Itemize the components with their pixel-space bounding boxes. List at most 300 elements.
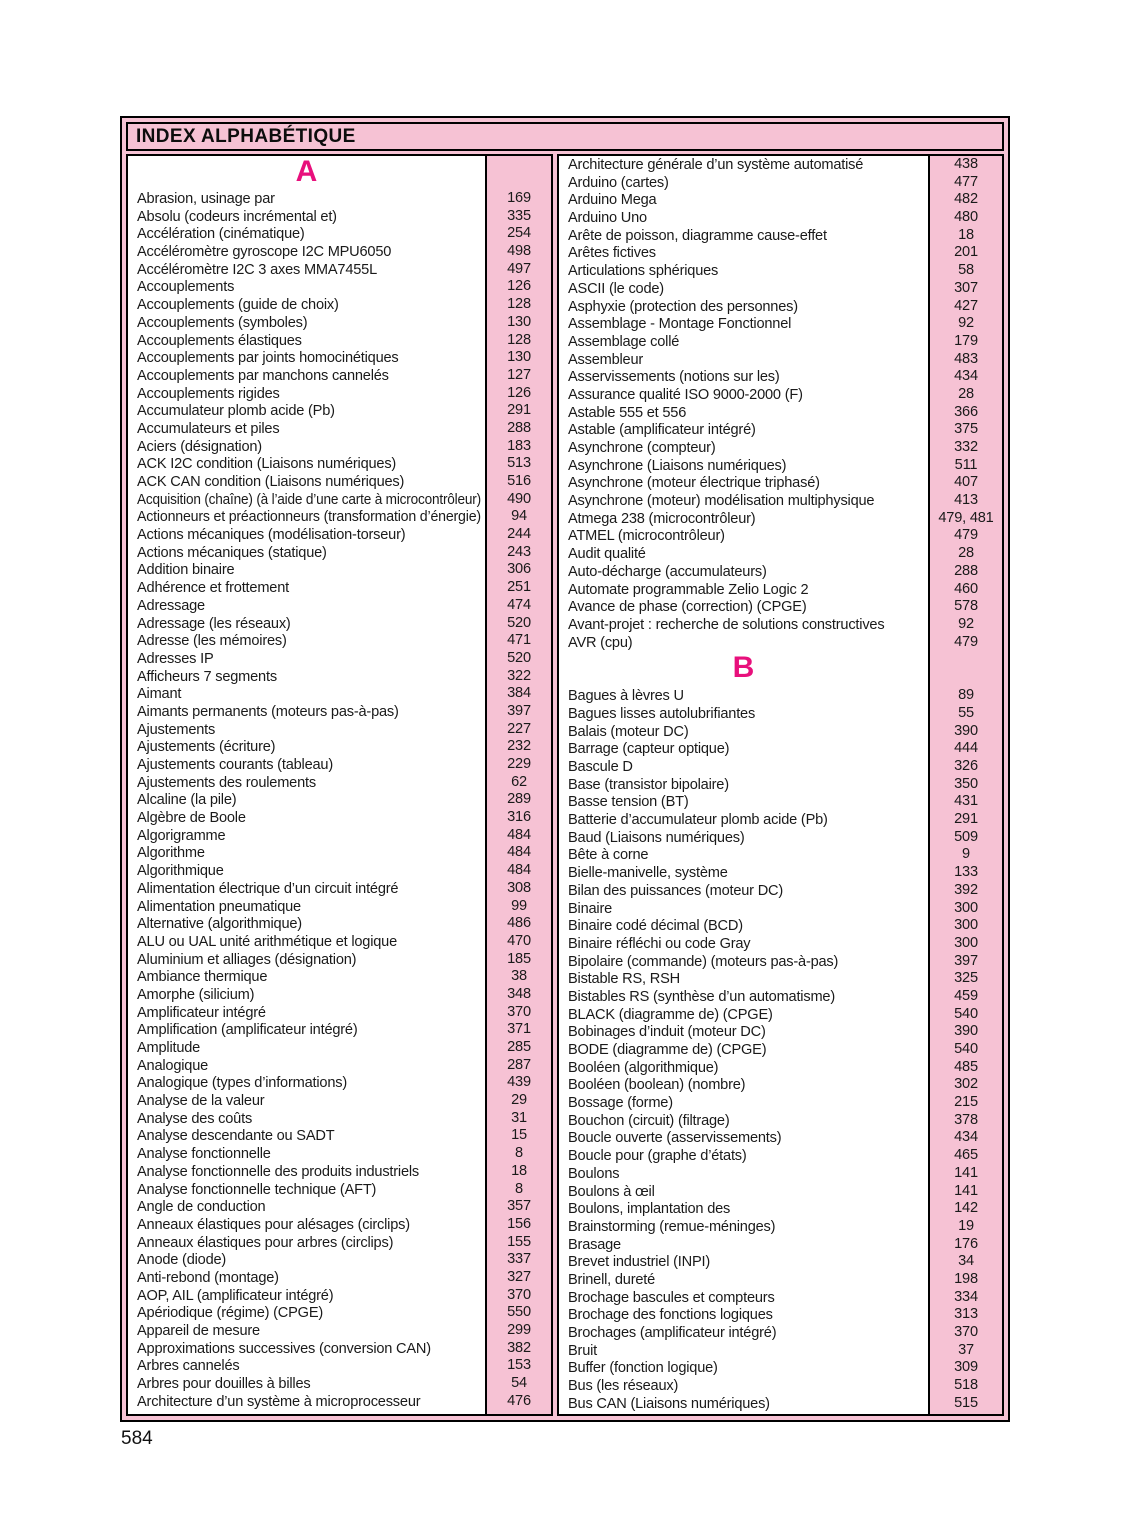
index-entry: [559, 563, 928, 581]
index-entry: [559, 917, 928, 935]
index-entry: [128, 738, 485, 756]
index-entry-page: 232: [507, 738, 531, 755]
index-entry: [559, 740, 928, 758]
index-entry-page: 371: [507, 1021, 531, 1038]
index-entry-label: Amplificateur intégré: [137, 1004, 266, 1021]
index-entry-page: 133: [954, 864, 978, 881]
index-entry: [559, 1076, 928, 1094]
index-entry: [559, 510, 928, 528]
index-entry: [128, 526, 485, 544]
index-entry: [128, 1287, 485, 1305]
index-entry-label: ASCII (le code): [568, 280, 664, 297]
index-entry-page: 89: [958, 687, 974, 704]
index-entry-label: Angle de conduction: [137, 1199, 266, 1216]
index-entry-page: 99: [511, 897, 527, 914]
index-entry: [559, 1059, 928, 1077]
index-entry: [128, 1322, 485, 1340]
index-entry: [128, 1127, 485, 1145]
index-entry-label: Boulons à œil: [568, 1183, 655, 1200]
index-entry: [128, 1181, 485, 1199]
index-entry-page: 289: [507, 791, 531, 808]
index-entry-label: Automate programmable Zelio Logic 2: [568, 581, 809, 598]
index-entry-label: Arduino Mega: [568, 192, 657, 209]
index-entry-label: Bipolaire (commande) (moteurs pas-à-pas): [568, 953, 839, 970]
index-entry-label: Accouplements rigides: [137, 385, 280, 402]
index-entry-label: Approximations successives (conversion CAN): [137, 1340, 431, 1357]
index-entry: [559, 846, 928, 864]
index-entry: [559, 227, 928, 245]
index-entry-page: 413: [954, 492, 978, 509]
index-entry-page: 357: [507, 1198, 531, 1215]
index-entry-label: Boulons: [568, 1165, 620, 1182]
index-entry-label: Atmega 238 (microcontrôleur): [568, 510, 756, 527]
index-entry-page: 439: [507, 1074, 531, 1091]
index-entry-page: 337: [507, 1251, 531, 1268]
index-entry: [559, 953, 928, 971]
index-entry-label: Asynchrone (compteur): [568, 440, 716, 456]
index-entry-label: Analogique (types d’informations): [137, 1075, 347, 1092]
index-entry-page: 29: [511, 1092, 527, 1109]
index-entry: [559, 882, 928, 900]
index-entry-page: 198: [954, 1270, 978, 1287]
index-entry-label: Accélération (cinématique): [137, 226, 305, 243]
index-entry-label: Accumulateur plomb acide (Pb): [137, 403, 335, 420]
index-entry-label: Arbres cannelés: [137, 1358, 240, 1375]
index-entry-page: 334: [954, 1288, 978, 1305]
index-entry: [559, 1183, 928, 1201]
index-entry: [128, 1216, 485, 1234]
index-entry: [559, 1253, 928, 1271]
index-entry: [559, 900, 928, 918]
index-text-column-right: [557, 154, 930, 1416]
index-entry-label: Acquisition (chaîne) (à l’aide d’une carte à microcontrôleur): [137, 491, 481, 508]
index-entry-label: Arbres pour douilles à billes: [137, 1376, 311, 1393]
index-entry: [128, 632, 485, 650]
index-entry-page: 515: [954, 1394, 978, 1411]
index-entry-page: 520: [507, 649, 531, 666]
index-entry-page: 299: [507, 1322, 531, 1338]
index-entry-label: Arête de poisson, diagramme cause-effet: [568, 227, 827, 244]
index-entry: [559, 1289, 928, 1307]
index-entry-page: 18: [511, 1162, 527, 1179]
index-entry-label: Aluminium et alliages (désignation): [137, 951, 357, 968]
index-entry-label: Asservissements (notions sur les): [568, 369, 780, 386]
index-entry: [559, 811, 928, 829]
index-entry: [559, 1236, 928, 1254]
index-entry-label: Auto-décharge (accumulateurs): [568, 563, 767, 580]
index-entry-label: Bus CAN (Liaisons numériques): [568, 1395, 770, 1412]
index-entry: [128, 933, 485, 951]
index-entry: [559, 333, 928, 351]
index-entry-page: 348: [507, 985, 531, 1002]
index-entry-page: 55: [958, 704, 974, 721]
index-entry-page: 227: [507, 720, 531, 737]
index-entry-page: 308: [507, 879, 531, 896]
index-entry-page: 484: [507, 844, 531, 861]
index-entry-label: Bilan des puissances (moteur DC): [568, 882, 784, 899]
index-entry-label: Amplitude: [137, 1040, 201, 1056]
index-entry-label: Brinell, dureté: [568, 1271, 656, 1288]
index-entry: [128, 561, 485, 579]
index-entry-page: 471: [507, 632, 531, 649]
index-entry-page: 397: [954, 952, 978, 969]
index-entry: [559, 545, 928, 563]
index-entry: [559, 1200, 928, 1218]
index-entry-page: 128: [507, 331, 531, 348]
index-entry-page: 291: [954, 811, 978, 828]
index-entry-label: Asynchrone (moteur électrique triphasé): [568, 475, 820, 492]
index-entry-label: Arêtes fictives: [568, 245, 656, 262]
index-entry: [128, 1074, 485, 1092]
index-entry: [128, 1092, 485, 1110]
index-entry-label: Buffer (fonction logique): [568, 1360, 718, 1377]
index-entry: [128, 844, 485, 862]
index-entry-page: 37: [958, 1341, 974, 1358]
index-entry-label: Binaire: [568, 900, 613, 917]
index-entry: [128, 1375, 485, 1393]
index-entry-label: Aimant: [137, 686, 182, 703]
index-entry-page: 470: [507, 932, 531, 949]
page-number: 584: [121, 1428, 153, 1449]
index-entry-label: Base (transistor bipolaire): [568, 776, 729, 793]
index-entry-page: 156: [507, 1215, 531, 1232]
index-entry-label: Assemblage collé: [568, 333, 680, 350]
index-entry: [559, 1324, 928, 1342]
index-entry: [559, 492, 928, 510]
index-entry-label: Afficheurs 7 segments: [137, 668, 277, 685]
index-entry-label: Anti-rebond (montage): [137, 1269, 279, 1286]
index-entry: [128, 1357, 485, 1375]
index-entry-page: 8: [515, 1180, 523, 1197]
index-entry-page: 8: [515, 1145, 523, 1162]
index-entry-page: 126: [507, 384, 531, 401]
index-entry-page: 444: [954, 740, 978, 757]
index-entry-page: 254: [507, 225, 531, 242]
index-entry: [559, 439, 928, 457]
index-entry: [559, 368, 928, 386]
index-entry-page: 307: [954, 279, 978, 296]
index-entry: [128, 190, 485, 208]
index-entry-page: 300: [954, 899, 978, 916]
index-entry: [128, 261, 485, 279]
index-entry: [128, 473, 485, 491]
index-entry-label: Basse tension (BT): [568, 794, 689, 811]
index-entry-label: Analyse fonctionnelle des produits industriels: [137, 1163, 420, 1180]
index-entry: [559, 404, 928, 422]
index-entry: [128, 544, 485, 562]
index-entry: [128, 402, 485, 420]
index-entry-label: Addition binaire: [137, 562, 235, 579]
index-entry-page: 15: [511, 1127, 527, 1144]
index-entry: [128, 756, 485, 774]
index-entry-label: Ajustements courants (tableau): [137, 757, 333, 773]
index-entry-page: 540: [954, 1041, 978, 1057]
section-spacer: [487, 156, 551, 190]
index-entry-label: Accouplements par manchons cannelés: [137, 367, 389, 384]
index-entry: [559, 298, 928, 316]
index-entry-page: 58: [958, 262, 974, 279]
index-entry-page: 427: [954, 297, 978, 314]
index-entry: [559, 829, 928, 847]
index-entry-label: Apériodique (régime) (CPGE): [137, 1305, 324, 1322]
index-entry-page: 287: [507, 1056, 531, 1073]
index-entry: [559, 280, 928, 298]
index-entry-label: ALU ou UAL unité arithmétique et logique: [137, 933, 397, 950]
index-entry-page: 407: [954, 474, 978, 491]
index-entry-page: 309: [954, 1359, 978, 1376]
index-entry-label: Algorithme: [137, 845, 205, 862]
index-entry-label: Astable 555 et 556: [568, 404, 687, 421]
index-entry-label: Bagues lisses autolubrifiantes: [568, 705, 756, 722]
index-entry-page: 300: [954, 917, 978, 934]
index-entry-label: Audit qualité: [568, 546, 646, 563]
index-entry-page: 288: [954, 562, 978, 579]
index-entry: [128, 721, 485, 739]
index-entry-label: Bête à corne: [568, 847, 649, 864]
index-entry-page: 431: [954, 793, 978, 810]
index-entry-label: Adressage (les réseaux): [137, 615, 291, 632]
index-entry-page: 578: [954, 598, 978, 615]
index-entry: [559, 581, 928, 599]
index-entry-page: 291: [507, 402, 531, 419]
index-entry-label: Brevet industriel (INPI): [568, 1254, 710, 1271]
index-entry-label: Ambiance thermique: [137, 969, 268, 986]
index-entry: [128, 827, 485, 845]
index-entry-label: Alimentation électrique d’un circuit intégré: [137, 880, 399, 897]
index-entry-label: Analyse fonctionnelle: [137, 1146, 271, 1163]
index-entry-page: 384: [507, 685, 531, 702]
index-page-column-right: [928, 154, 1004, 1416]
section-letter-a: A: [295, 155, 318, 188]
index-entry-page: 518: [954, 1377, 978, 1394]
index-entry-label: Assemblage - Montage Fonctionnel: [568, 316, 792, 333]
index-entry-label: Ajustements des roulements: [137, 774, 316, 791]
index-entry: [559, 758, 928, 776]
index-entry: [559, 1006, 928, 1024]
index-entry-label: AVR (cpu): [568, 634, 633, 651]
index-entry-page: 511: [954, 456, 978, 473]
index-entry: [559, 457, 928, 475]
index-entry: [128, 1021, 485, 1039]
index-entry-page: 550: [507, 1304, 531, 1321]
index-entry: [128, 314, 485, 332]
index-entry-label: Brochages (amplificateur intégré): [568, 1325, 777, 1341]
index-entry-label: Bossage (forme): [568, 1095, 673, 1112]
index-entry: [128, 951, 485, 969]
index-entry-page: 28: [958, 385, 974, 402]
index-entry-label: Avant-projet : recherche de solutions constructives: [568, 616, 885, 633]
index-entry-page: 128: [507, 296, 531, 313]
index-entry: [128, 438, 485, 456]
index-entry-label: Analyse des coûts: [137, 1110, 253, 1127]
index-entry-page: 465: [954, 1147, 978, 1164]
index-entry-page: 434: [954, 368, 978, 385]
index-entry-label: Baud (Liaisons numériques): [568, 829, 745, 846]
index-entry: [559, 793, 928, 811]
index-entry-label: Adresse (les mémoires): [137, 633, 287, 650]
index-entry-page: 497: [507, 260, 531, 277]
index-entry-label: Boucle pour (graphe d’états): [568, 1148, 747, 1165]
index-entry-label: Alcaline (la pile): [137, 792, 237, 809]
page-title: INDEX ALPHABÉTIQUE: [136, 125, 356, 147]
index-entry-label: Abrasion, usinage par: [137, 191, 275, 207]
index-entry-page: 127: [507, 366, 531, 383]
index-entry-label: Algèbre de Boole: [137, 810, 246, 827]
index-entry-page: 285: [507, 1039, 531, 1055]
index-entry-page: 459: [954, 987, 978, 1004]
index-entry: [128, 1269, 485, 1287]
index-entry-page: 479, 481: [938, 509, 994, 526]
index-entry-label: Ajustements: [137, 721, 216, 738]
index-entry-label: Accouplements (symboles): [137, 314, 308, 331]
index-entry-label: Arduino (cartes): [568, 174, 669, 191]
index-entry-label: Bielle-manivelle, système: [568, 865, 728, 882]
index-entry: [559, 1165, 928, 1183]
index-entry-label: Anode (diode): [137, 1252, 227, 1269]
index-entry: [128, 367, 485, 385]
index-entry: [128, 579, 485, 597]
index-entry-label: Aciers (désignation): [137, 438, 262, 455]
index-entry: [559, 474, 928, 492]
index-entry: [128, 243, 485, 261]
index-entry: [128, 349, 485, 367]
index-entry-label: Accéléromètre gyroscope I2C MPU6050: [137, 244, 392, 261]
index-entry: [128, 915, 485, 933]
index-entry-label: Bistables RS (synthèse d’un automatisme): [568, 988, 835, 1005]
index-entry-label: Accouplements (guide de choix): [137, 297, 339, 314]
index-entry-label: Accouplements: [137, 279, 235, 296]
index-entry-page: 513: [507, 455, 531, 472]
index-entry: [128, 809, 485, 827]
index-entry-label: Binaire codé décimal (BCD): [568, 918, 743, 935]
index-entry-page: 520: [507, 614, 531, 631]
index-entry-label: Assembleur: [568, 351, 644, 368]
index-entry-label: Analogique: [137, 1057, 209, 1074]
index-entry-label: Asphyxie (protection des personnes): [568, 298, 798, 315]
index-entry-page: 484: [507, 862, 531, 879]
index-entry-page: 9: [962, 846, 970, 863]
index-entry-label: Bagues à lèvres U: [568, 688, 684, 705]
index-entry-label: Brochage des fonctions logiques: [568, 1307, 773, 1324]
index-entry: [128, 703, 485, 721]
index-entry-label: ACK CAN condition (Liaisons numériques): [137, 474, 405, 490]
index-entry-page: 31: [511, 1109, 527, 1126]
index-entry-label: Accouplements par joints homocinétiques: [137, 350, 399, 367]
index-entry: [128, 685, 485, 703]
index-entry-page: 34: [958, 1253, 974, 1270]
index-entry-page: 306: [507, 561, 531, 578]
index-entry: [128, 1198, 485, 1216]
index-entry-page: 38: [511, 968, 527, 985]
index-entry-label: Asynchrone (moteur) modélisation multiphysique: [568, 493, 875, 510]
index-entry: [128, 1004, 485, 1022]
index-entry: [559, 1359, 928, 1377]
index-header: [126, 122, 1004, 151]
index-entry-label: Accéléromètre I2C 3 axes MMA7455L: [137, 261, 377, 278]
index-entry: [559, 634, 928, 652]
index-entry-page: 366: [954, 403, 978, 420]
index-entry-page: 434: [954, 1129, 978, 1146]
index-content: [126, 154, 1004, 1416]
index-entry-label: Ajustements (écriture): [137, 739, 276, 756]
index-entry: [559, 598, 928, 616]
index-entry: [559, 1342, 928, 1360]
index-entry: [559, 616, 928, 634]
index-entry-page: 370: [507, 1003, 531, 1020]
index-entry: [128, 1251, 485, 1269]
index-entry-label: Actionneurs et préactionneurs (transformation d’énergie): [137, 509, 481, 526]
index-entry-page: 179: [954, 332, 978, 349]
index-entry-page: 92: [958, 615, 974, 632]
index-entry-label: Accouplements élastiques: [137, 332, 302, 349]
index-entry-page: 490: [507, 490, 531, 507]
index-entry-label: Amorphe (silicium): [137, 986, 255, 1003]
index-entry-page: 18: [958, 226, 974, 243]
index-entry: [559, 988, 928, 1006]
index-entry-label: Boucle ouverte (asservissements): [568, 1130, 782, 1147]
index-entry: [559, 723, 928, 741]
index-entry-label: Anneaux élastiques pour alésages (circlips): [137, 1216, 410, 1233]
index-entry: [128, 1039, 485, 1057]
index-entry-label: ACK I2C condition (Liaisons numériques): [137, 456, 397, 473]
index-entry-label: Bruit: [568, 1342, 598, 1359]
index-entry: [559, 776, 928, 794]
index-entry: [559, 1129, 928, 1147]
index-entry-page: 229: [507, 756, 531, 772]
index-entry: [559, 315, 928, 333]
index-entry: [559, 351, 928, 369]
index-entry-page: 516: [507, 473, 531, 489]
index-entry-label: Anneaux élastiques pour arbres (circlips): [137, 1234, 394, 1251]
index-entry: [128, 862, 485, 880]
index-entry: [559, 705, 928, 723]
index-entry-page: 483: [954, 350, 978, 367]
index-entry-page: 316: [507, 809, 531, 826]
index-entry: [559, 386, 928, 404]
index-entry: [128, 385, 485, 403]
index-entry: [559, 864, 928, 882]
index-entry-label: Analyse descendante ou SADT: [137, 1128, 335, 1145]
index-entry-page: 155: [507, 1233, 531, 1250]
index-entry-page: 130: [507, 349, 531, 366]
index-entry-label: Architecture d’un système à microprocesseur: [137, 1393, 421, 1410]
index-entry-page: 382: [507, 1339, 531, 1356]
index-entry: [128, 225, 485, 243]
index-entry-page: 397: [507, 702, 531, 719]
index-entry-page: 540: [954, 1005, 978, 1022]
index-entry-label: Booléen (algorithmique): [568, 1059, 719, 1076]
index-entry: [128, 615, 485, 633]
index-entry: [559, 1218, 928, 1236]
index-entry-page: 498: [507, 243, 531, 260]
index-entry-page: 476: [507, 1392, 531, 1409]
index-entry-page: 370: [954, 1324, 978, 1340]
section-spacer: [930, 651, 1002, 687]
index-entry-page: 390: [954, 722, 978, 739]
index-entry-page: 486: [507, 915, 531, 932]
index-entry-page: 153: [507, 1357, 531, 1374]
index-entry-label: Adressage: [137, 597, 205, 614]
index-entry-page: 484: [507, 826, 531, 843]
index-entry-label: Avance de phase (correction) (CPGE): [568, 599, 807, 616]
index-entry-page: 54: [511, 1375, 527, 1392]
index-entry: [128, 1340, 485, 1358]
index-entry-page: 185: [507, 950, 531, 967]
index-entry: [559, 174, 928, 192]
index-entry-page: 243: [507, 543, 531, 560]
index-entry-page: 19: [958, 1217, 974, 1234]
index-entry-page: 482: [954, 191, 978, 208]
